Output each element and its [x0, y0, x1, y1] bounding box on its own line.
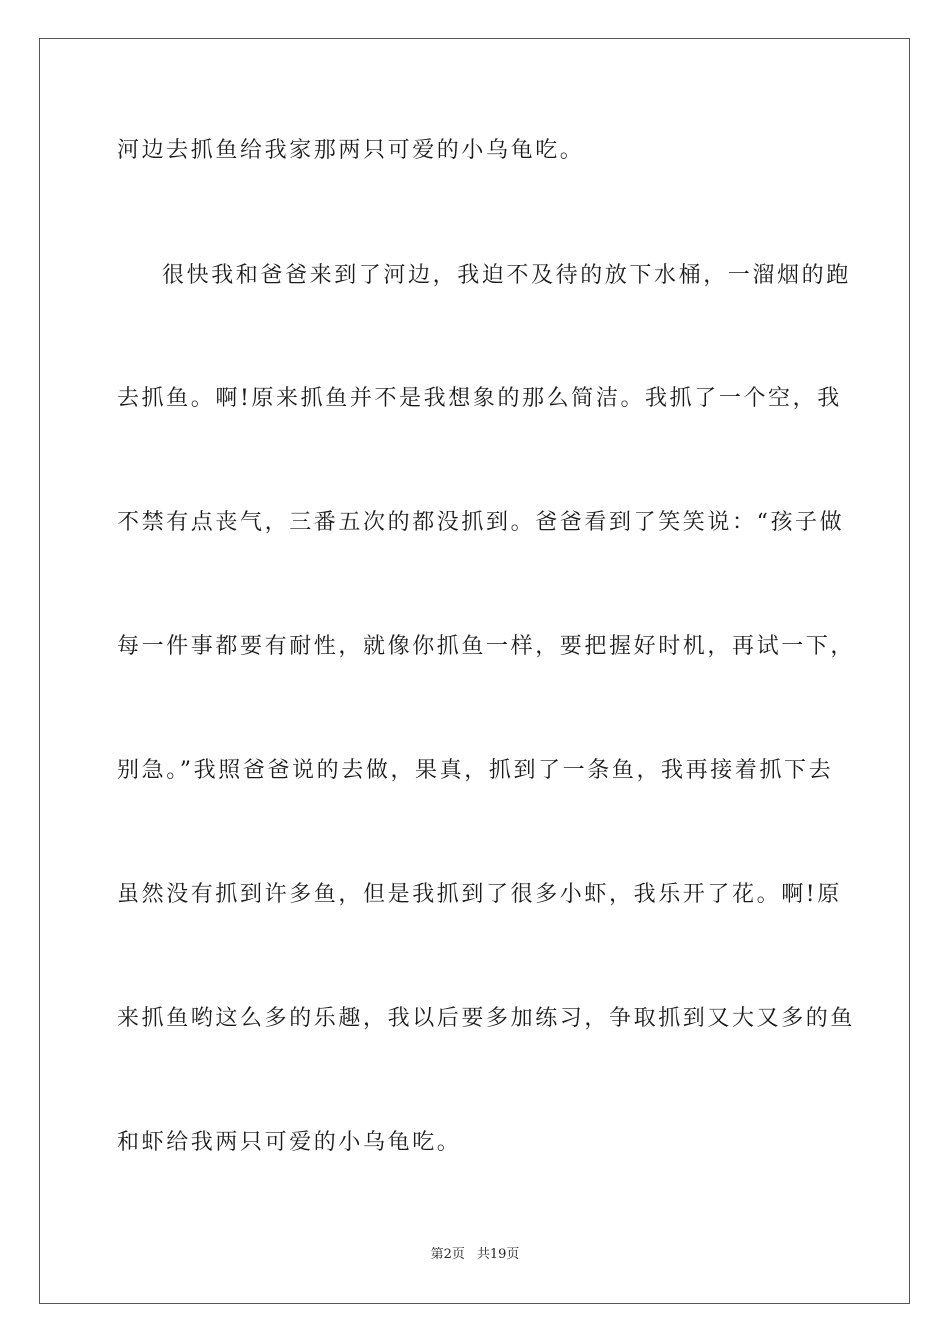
- text-line: 虽然没有抓到许多鱼，但是我抓到了很多小虾，我乐开了花。啊!原: [117, 882, 842, 907]
- page-frame: [39, 38, 910, 1304]
- text-line: 和虾给我两只可爱的小乌龟吃。: [117, 1130, 462, 1155]
- text-line: 去抓鱼。啊!原来抓鱼并不是我想象的那么简洁。我抓了一个空，我: [117, 386, 842, 411]
- page-number: 第2页: [430, 1247, 465, 1262]
- page-footer: [0, 1246, 950, 1264]
- text-line: 每一件事都要有耐性，就像你抓鱼一样，要把握好时机，再试一下，: [117, 634, 856, 659]
- text-line: 来抓鱼哟这么多的乐趣，我以后要多加练习，争取抓到又大又多的鱼: [117, 1006, 856, 1031]
- text-line: 河边去抓鱼给我家那两只可爱的小乌龟吃。: [117, 138, 585, 163]
- text-line: 别急。”我照爸爸说的去做，果真，抓到了一条鱼，我再接着抓下去: [117, 758, 834, 783]
- page-total: 共19页: [476, 1247, 520, 1262]
- paragraph-start-line: 很快我和爸爸来到了河边，我迫不及待的放下水桶，一溜烟的跑: [162, 263, 851, 288]
- text-line: 不禁有点丧气，三番五次的都没抓到。爸爸看到了笑笑说：“孩子做: [117, 510, 845, 535]
